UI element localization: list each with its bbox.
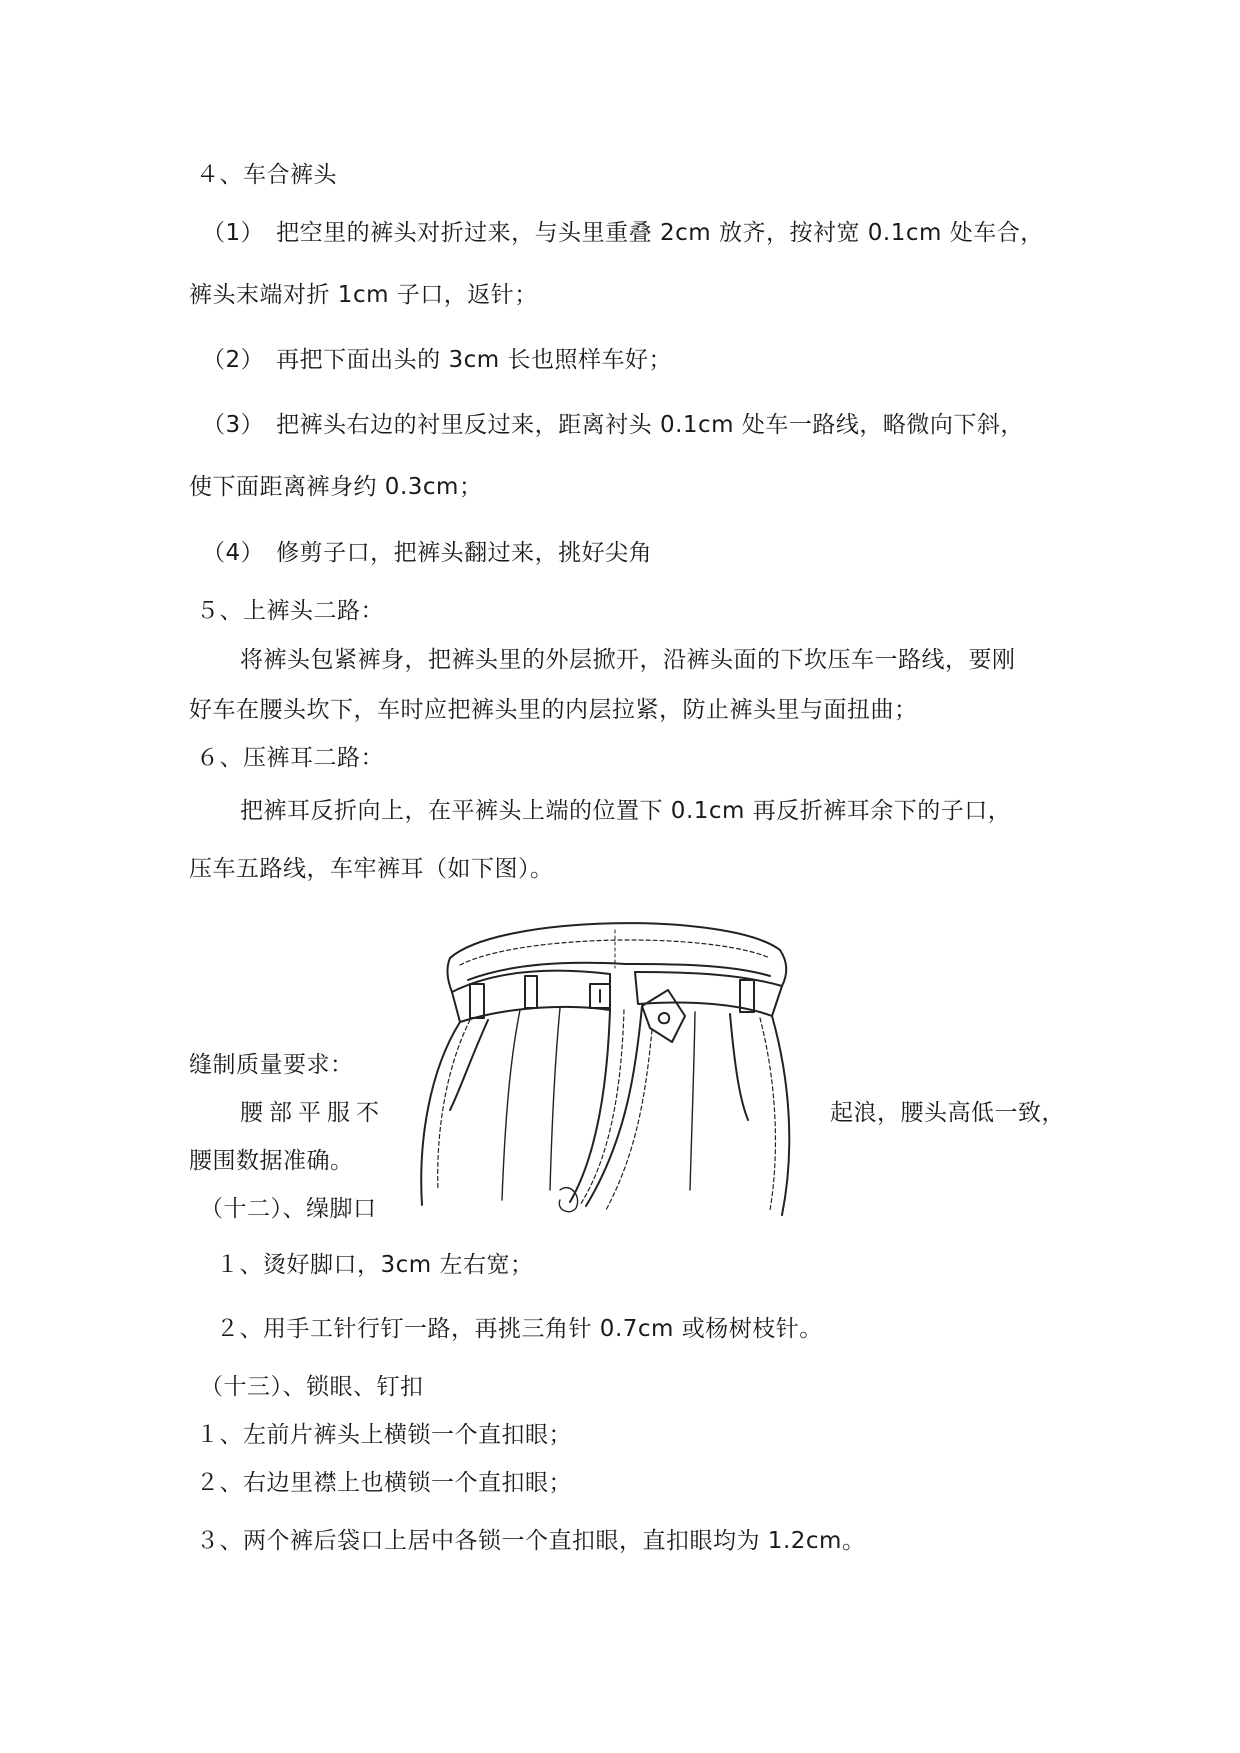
section-13-item-2: ２、右边里襟上也横锁一个直扣眼； xyxy=(196,1470,572,1496)
quality-body-left: 腰部平服不 xyxy=(240,1100,385,1126)
step-4: （4） 修剪子口，把裤头翻过来，挑好尖角 xyxy=(202,540,653,566)
belt-loop-left xyxy=(470,984,484,1018)
right-pleat-1 xyxy=(690,1012,695,1190)
left-pocket-line xyxy=(450,1020,488,1110)
waistband-left-end xyxy=(447,958,452,992)
step-2: （2） 再把下面出头的 3cm 长也照样车好； xyxy=(202,347,672,373)
fly-tab xyxy=(642,990,685,1042)
step-3-line-2: 使下面距离裤身约 0.3cm； xyxy=(189,474,483,500)
left-pleat-1 xyxy=(502,1010,520,1200)
left-outseam xyxy=(421,1022,460,1205)
right-outseam-stitch xyxy=(760,1018,775,1210)
step-1-line-1: （1） 把空里的裤头对折过来，与头里重叠 2cm 放齐，按衬宽 0.1cm 处车合， xyxy=(202,220,1044,246)
section-5-body-2: 好车在腰头坎下，车时应把裤头里的内层拉紧，防止裤头里与面扭曲； xyxy=(189,697,918,723)
fly-right-edge xyxy=(586,1006,642,1206)
section-13-item-1: １、左前片裤头上横锁一个直扣眼； xyxy=(196,1422,572,1448)
section-6-body-1: 把裤耳反折向上，在平裤头上端的位置下 0.1cm 再反折裤耳余下的子口， xyxy=(240,798,1012,824)
section-6-heading: ６、压裤耳二路： xyxy=(196,745,384,771)
left-outseam-stitch xyxy=(438,1020,470,1190)
fly-button xyxy=(659,1013,669,1023)
section-5-heading: ５、上裤头二路： xyxy=(196,598,384,624)
section-12-item-1: １、烫好脚口，3cm 左右宽； xyxy=(216,1252,534,1278)
quality-heading: 缝制质量要求： xyxy=(189,1052,354,1078)
fly-right-stitch xyxy=(606,1030,652,1210)
front-band-right xyxy=(635,972,782,1016)
right-pocket-line xyxy=(730,1014,748,1120)
section-4-heading: ４、车合裤头 xyxy=(196,162,337,188)
section-13-item-3: ３、两个裤后袋口上居中各锁一个直扣眼，直扣眼均为 1.2cm。 xyxy=(196,1528,866,1554)
belt-loop-front-left xyxy=(525,976,537,1008)
waistband-inner-edge xyxy=(468,963,770,980)
waistband-illustration xyxy=(410,920,830,1220)
section-13-heading: （十三）、锁眼、钉扣 xyxy=(200,1374,424,1400)
section-6-body-2: 压车五路线，车牢裤耳（如下图）。 xyxy=(189,856,554,882)
quality-body-2: 腰围数据准确。 xyxy=(189,1148,354,1174)
trousers-waistband-drawing xyxy=(410,920,830,1220)
waistband-right-end xyxy=(780,950,786,986)
section-12-item-2: ２、用手工针行钉一路，再挑三角针 0.7cm 或杨树枝针。 xyxy=(216,1316,823,1342)
section-5-body-1: 将裤头包紧裤身，把裤头里的外层掀开，沿裤头面的下坎压车一路线，要刚 xyxy=(240,647,1016,673)
quality-body-right: 起浪，腰头高低一致， xyxy=(830,1100,1065,1126)
step-3-line-1: （3） 把裤头右边的衬里反过来，距离衬头 0.1cm 处车一路线，略微向下斜， xyxy=(202,412,1024,438)
waistband-front-left-lower xyxy=(452,971,610,992)
left-pleat-2 xyxy=(550,1008,560,1190)
step-1-line-2: 裤头末端对折 1cm 子口，返针； xyxy=(189,282,538,308)
section-12-heading: （十二）、缲脚口 xyxy=(200,1196,377,1222)
